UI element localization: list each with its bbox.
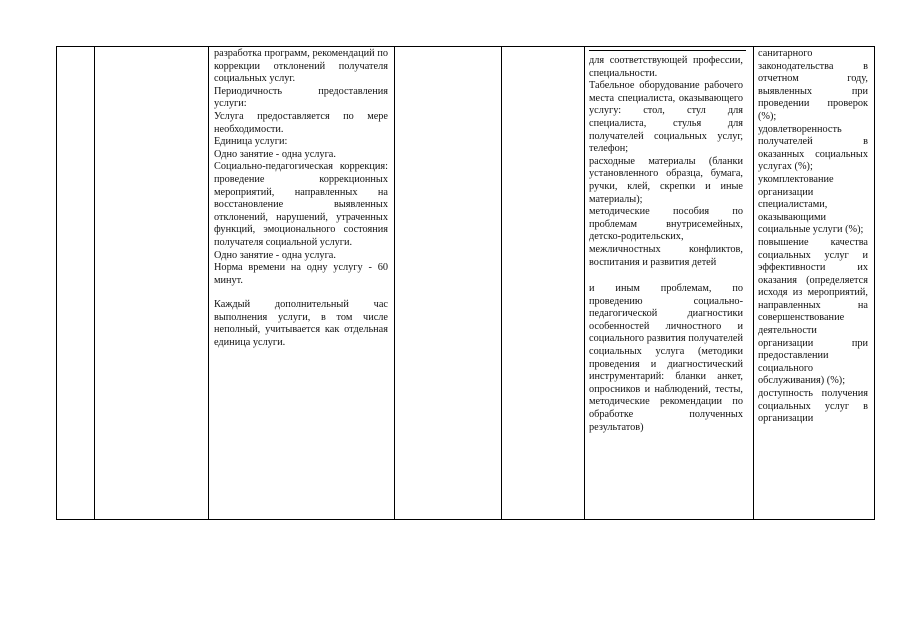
cell-paragraph: для соответствующей профессии, специальности. (589, 55, 743, 79)
cell-paragraph: Норма времени на одну услугу - 60 минут. (214, 262, 388, 286)
cell-paragraph: Периодичность предоставления услуги: (214, 85, 388, 110)
cell-paragraph: удовлетворенность получателей в оказанных социальных услугах (%); (758, 123, 868, 173)
table-column-border (394, 47, 395, 519)
cell-paragraph: Единица услуги: (214, 136, 288, 148)
table-column-border (753, 47, 754, 519)
cell-paragraph: Одно занятие - одна услуга. (214, 148, 336, 160)
paragraph-gap (214, 287, 388, 299)
table-column-border (874, 47, 875, 519)
quality-indicators-cell (758, 48, 868, 426)
services-table (56, 46, 875, 520)
cell-paragraph: Табельное оборудование рабочего места специалиста, оказывающего услугу: стол, стул для специалиста, стулья для получателей социальных услуг, телефон; (589, 80, 743, 155)
cell-top-rule (589, 50, 746, 51)
cell-paragraph: повышение качества социальных услуг и эффективности их оказания (определяется исходя из мероприятий, направленных на совершенствование деятельности организации при предоставлении социального обслуживания) (%); (758, 236, 868, 387)
cell-paragraph: Каждый дополнительный час выполнения услуги, в том числе неполный, учитывается как отдельная единица услуги. (214, 299, 388, 349)
cell-paragraph: расходные материалы (бланки установленного образца, бумага, ручки, клей, скрепки и иные материалы); (589, 155, 743, 205)
cell-paragraph: методические пособия по проблемам внутрисемейных, детско-родительских, межличностных конфликтов, воспитания и развития детей (589, 206, 743, 268)
table-column-border (94, 47, 95, 519)
service-description-cell (214, 48, 388, 350)
cell-paragraph: Одно занятие - одна услуга. (214, 249, 336, 261)
table-column-border (501, 47, 502, 519)
cell-paragraph: укомплектование организации специалистами, оказывающими социальные услуги (%); (758, 173, 864, 236)
table-column-border (56, 47, 57, 519)
cell-paragraph: Социально-педагогическая коррекция: проведение коррекционных мероприятий, направленных на восстановление выявленных отклонений, нарушений, утраченных функций, эмоционального состояния получателя социальной услуги. (214, 161, 388, 248)
cell-paragraph: и иным проблемам, по проведению социально-педагогической диагностики особенностей личностного и социального развития получателей социальных услуга (методики проведения и диагностический инструментарий: бланки анкет, опросников и наблюдений, тесты, методические рекомендации по обработке полученных результатов) (589, 283, 743, 433)
service-conditions-cell (589, 55, 743, 434)
paragraph-gap (589, 269, 743, 283)
cell-paragraph: разработка программ, рекомендаций по коррекции отклонений получателя социальных услуг. (214, 48, 388, 85)
cell-paragraph: Услуга предоставляется по мере необходимости. (214, 110, 388, 135)
cell-paragraph: санитарного законодательства в отчетном году, выявленных при проведении проверок (%); (758, 48, 868, 122)
table-column-border (584, 47, 585, 519)
cell-paragraph: доступность получения социальных услуг в организации (758, 388, 868, 425)
table-column-border (208, 47, 209, 519)
